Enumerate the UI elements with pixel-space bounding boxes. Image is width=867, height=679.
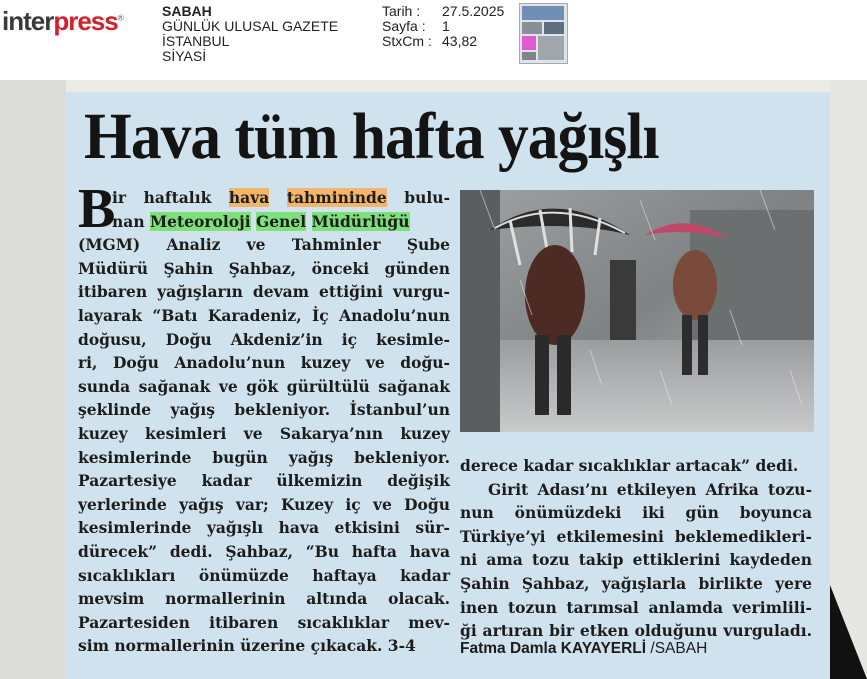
body-line: derece kadar sıcaklıklar artacak” dedi. — [460, 456, 799, 475]
publication-name: SABAH — [162, 3, 212, 19]
highlight-keyword: Müdürlüğü — [311, 211, 410, 231]
body-line — [78, 186, 450, 210]
article-headline: Hava tüm hafta yağışlı — [84, 100, 659, 173]
body-line: kesimlerinde bugün yağış bekleniyor. — [78, 447, 450, 467]
body-line: doğusu, Doğu Akdeniz’in iç kesimle- — [78, 329, 450, 349]
logo-accent: press — [53, 6, 118, 36]
publication-section: SİYASİ — [162, 48, 207, 64]
interpress-logo — [2, 6, 123, 37]
publication-info — [162, 4, 338, 64]
body-line: şeklinde yağış bekleniyor. İstanbul’un — [78, 400, 450, 420]
body-line: ri, Doğu Anadolu’nun kuzey ve doğu- — [78, 353, 450, 373]
date-value: 27.5.2025 — [442, 3, 505, 19]
body-line: mevsim normallerinin altında olacak. — [78, 589, 450, 609]
highlight-keyword: Genel — [256, 211, 307, 231]
highlight-keyword: tahmininde — [286, 188, 387, 207]
body-line: Pazartesiden itibaren sıcaklıklar mev- — [78, 612, 450, 632]
body-line: Girit Adası’nı etkileyen Afrika tozu- — [488, 479, 812, 499]
clipping-meta — [382, 4, 504, 49]
body-line: ni ama tozu takip ettiklerini kaydeden — [460, 550, 812, 570]
clipping-header — [0, 0, 867, 80]
article-body-right — [460, 454, 812, 643]
body-line — [78, 210, 450, 234]
body-line: sıcaklıkları önümüzde haftaya kadar — [78, 565, 450, 585]
publication-type: GÜNLÜK ULUSAL GAZETE — [162, 18, 339, 34]
body-line: yerlerinde yağış var; Kuzey iç ve Doğu — [78, 494, 450, 514]
byline-name: Fatma Damla KAYAYERLİ — [460, 640, 647, 657]
body-line: sunda sağanak ve gök gürültülü sağanak — [78, 376, 450, 396]
logo-mark: ® — [117, 13, 123, 23]
body-line: sim normallerinin üzerine çıkacak. 3-4 — [78, 636, 416, 656]
logo-main: inter — [2, 6, 54, 36]
body-line: Pazartesiye kadar ülkemizin değişik — [78, 471, 450, 491]
scan-margin-left — [0, 80, 66, 679]
body-line: (MGM) Analiz ve Tahminler Şube — [78, 235, 450, 255]
article-body-left — [78, 178, 450, 658]
body-line: Şahin Şahbaz, yağışlarla birlikte yere — [460, 573, 812, 593]
line-post: bulu- — [386, 188, 450, 207]
byline-source: /SABAH — [650, 640, 708, 657]
body-line: Müdürü Şahin Şahbaz, önceki günden — [78, 258, 450, 278]
body-line: kesimlerinde yağışlı hava etkisini sür- — [78, 518, 450, 538]
page-thumbnail[interactable] — [519, 3, 568, 64]
page-value: 1 — [442, 18, 450, 34]
date-label: Tarih : — [382, 3, 421, 19]
article-clipping — [0, 80, 867, 679]
body-line: ği artıran bir etken olduğunu vurguladı. — [460, 621, 812, 641]
highlight-keyword: Meteoroloji — [149, 211, 251, 231]
line-pre: ir haftalık — [112, 188, 229, 207]
stxcm-value: 43,82 — [442, 33, 478, 49]
body-line: Türkiye’yi etkilemesini beklemedikleri- — [460, 526, 812, 546]
page-label: Sayfa : — [382, 18, 426, 34]
line-pre: nan — [112, 211, 150, 231]
article-byline — [460, 640, 707, 658]
rain-photo — [460, 190, 814, 432]
body-line: dürecek” dedi. Şahbaz, “Bu hafta hava — [78, 541, 450, 561]
stxcm-label: StxCm : — [382, 33, 432, 49]
highlight-keyword: hava — [228, 188, 270, 207]
body-line: inen tozun tarımsal anlamda verimlili- — [460, 597, 812, 617]
publication-city: İSTANBUL — [162, 33, 230, 49]
line-space — [269, 188, 287, 207]
body-line: itibaren yağışların devam ettiğini vurgu- — [78, 282, 450, 302]
body-line: kuzey kesimleri ve Sakarya’nın kuzey — [78, 423, 450, 443]
neighbor-arrow-graphic — [830, 585, 867, 679]
drop-cap: B — [78, 178, 116, 240]
body-line: nun önümüzdeki iki gün boyunca — [460, 503, 812, 523]
body-line: layarak “Batı Karadeniz, İç Anadolu’nun — [78, 305, 450, 325]
